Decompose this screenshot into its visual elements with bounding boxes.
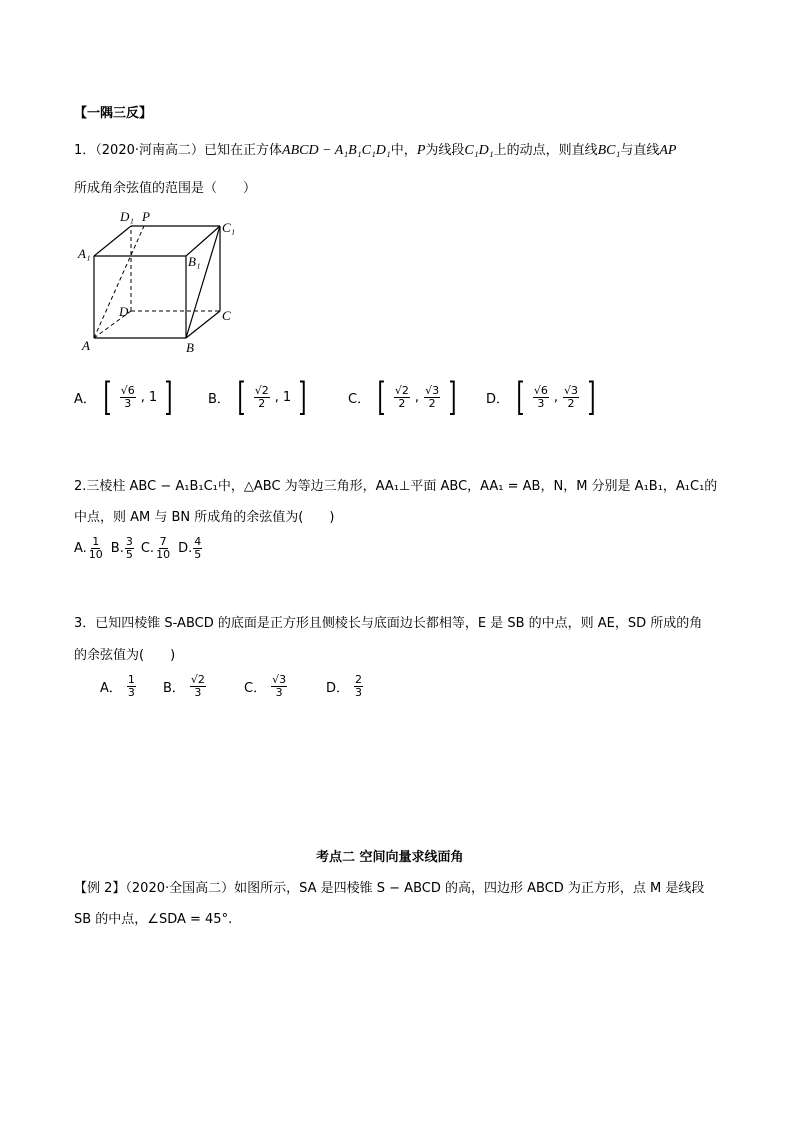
- diagonal-b-c1: [186, 226, 220, 338]
- q2-option-d[interactable]: D. $\frac{4}{5}$: [178, 535, 202, 561]
- q1-cube-expr: ABCD − A₁B₁C₁D₁: [282, 143, 391, 158]
- edge-a1-d1: [94, 226, 131, 256]
- q1-segment: C₁D₁: [464, 143, 494, 158]
- label-b: B: [186, 340, 194, 355]
- q3-line2: 的余弦值为( ): [74, 648, 176, 663]
- q1-text-c: 为线段: [425, 143, 465, 158]
- q1-option-b-letter: B．: [208, 391, 230, 407]
- q1-text-d: 上的动点，则直线: [493, 143, 598, 158]
- q2-option-a[interactable]: A. $\frac{1}{10}$: [74, 535, 103, 561]
- kaodian-title: 考点二 空间向量求线面角: [316, 850, 464, 865]
- label-b1: B₁: [188, 254, 201, 269]
- q2-line1: 2.三棱柱 ABC − A₁B₁C₁中，△ABC 为等边三角形，AA₁⊥平面 ABC，AA₁ = AB，N，M 分别是 A₁B₁，A₁C₁的: [74, 479, 718, 494]
- q2-options: [74, 536, 203, 561]
- q1-option-d-letter: D．: [486, 391, 510, 407]
- q1-text-b: 中，: [390, 143, 417, 158]
- q1-option-c[interactable]: C． [ $\frac{√2}{2}$ , $\frac{√3}{2}$ ]: [348, 375, 457, 419]
- q1-text-e: 与直线: [620, 143, 660, 158]
- q1-text-a: 已知在正方体: [204, 143, 283, 158]
- q1-option-a-letter: A．: [74, 391, 96, 407]
- q1-option-d[interactable]: D． [ $\frac{√6}{3}$ , $\frac{√3}{2}$ ]: [486, 375, 596, 419]
- q1-option-b[interactable]: B． [ $\frac{√2}{2}$ , 1 ]: [208, 375, 307, 419]
- q3-option-a[interactable]: A． $\frac{1}{3}$: [100, 673, 135, 699]
- q3-option-c[interactable]: C． $\frac{√3}{3}$: [244, 673, 287, 699]
- q2-line2: 中点，则 AM 与 BN 所成角的余弦值为( ): [74, 510, 335, 525]
- q1-line1: [74, 139, 676, 159]
- section-header: 【一隅三反】: [74, 106, 153, 121]
- cube-figure: [74, 208, 254, 358]
- q1-line2-expr: AP: [659, 143, 677, 158]
- q1-line1-expr: BC₁: [597, 143, 621, 158]
- label-a1: A₁: [78, 246, 91, 261]
- label-c: C: [222, 308, 231, 323]
- q1-line2: 所成角余弦值的范围是（ ）: [74, 181, 257, 196]
- q1-number: 1．: [74, 143, 96, 158]
- q1-source: （2020·河南高二）: [95, 143, 204, 158]
- q2-option-c[interactable]: C. $\frac{7}{10}$: [140, 535, 171, 561]
- label-p: P: [142, 209, 150, 224]
- example2-line1: 【例 2】（2020·全国高二）如图所示，SA 是四棱锥 S − ABCD 的高，四边形 ABCD 为正方形，点 M 是线段: [74, 881, 705, 896]
- dashed-a-p: [94, 226, 144, 338]
- q1-p-label: P: [416, 143, 426, 158]
- label-d: D: [119, 304, 129, 319]
- q3-option-d[interactable]: D． $\frac{2}{3}$: [326, 673, 363, 699]
- label-c1: C₁: [222, 220, 236, 235]
- q1-option-a[interactable]: A． [ $\frac{√6}{3}$ , 1 ]: [74, 375, 173, 419]
- label-a: A: [82, 338, 90, 353]
- q2-option-b[interactable]: B. $\frac{3}{5}$: [110, 535, 133, 561]
- label-d1: D₁: [120, 209, 134, 224]
- q3-line1: 3．已知四棱锥 S-ABCD 的底面是正方形且侧棱长与底面边长都相等，E 是 SB 的中点，则 AE，SD 所成的角: [74, 616, 703, 631]
- example2-line2: SB 的中点，∠SDA = 45°.: [74, 912, 233, 927]
- edge-b-c: [186, 311, 220, 338]
- q3-option-b[interactable]: B． $\frac{√2}{3}$: [163, 673, 205, 699]
- q1-option-c-letter: C．: [348, 391, 371, 407]
